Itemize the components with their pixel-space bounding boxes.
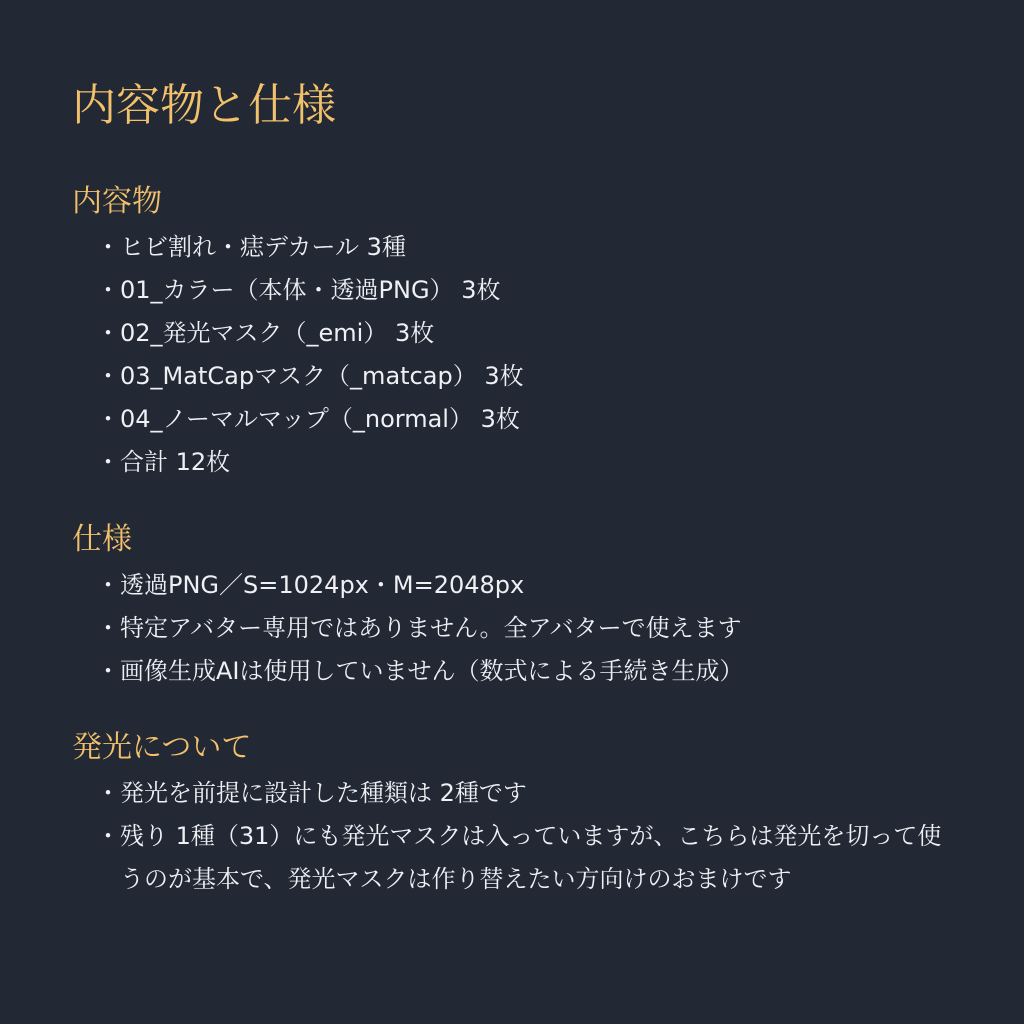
specs-section (72, 520, 972, 693)
list-item (96, 607, 972, 650)
bullet-icon: ・ (96, 614, 120, 642)
bullet-icon: ・ (96, 657, 120, 685)
page-title: 内容物と仕様 (72, 80, 336, 131)
list-item (96, 441, 972, 484)
list-item (96, 226, 972, 269)
bullet-icon: ・ (96, 319, 120, 347)
specs-list (72, 564, 972, 693)
emission-heading: 発光について (72, 730, 252, 765)
bullet-icon: ・ (96, 362, 120, 390)
emission-list (72, 772, 972, 901)
bullet-icon: ・ (96, 233, 120, 261)
list-item-text: 画像生成AIは使用していません（数式による手続き生成） (120, 657, 744, 685)
contents-list (72, 226, 972, 484)
list-item-text: 残り 1種（31）にも発光マスクは入っていますが、こちらは発光を切って使うのが基本で、発光マスクは作り替えたい方向けのおまけです (120, 822, 942, 893)
bullet-icon: ・ (96, 405, 120, 433)
specs-heading: 仕様 (72, 522, 132, 557)
list-item (96, 815, 972, 901)
bullet-icon: ・ (96, 571, 120, 599)
list-item-text: 02_発光マスク（_emi） 3枚 (120, 319, 435, 347)
list-item (96, 312, 972, 355)
bullet-icon: ・ (96, 276, 120, 304)
bullet-icon: ・ (96, 822, 120, 850)
contents-section (72, 182, 972, 484)
list-item (96, 398, 972, 441)
list-item-text: 合計 12枚 (120, 448, 231, 476)
bullet-icon: ・ (96, 779, 120, 807)
list-item (96, 650, 972, 693)
list-item (96, 269, 972, 312)
list-item (96, 355, 972, 398)
list-item-text: 01_カラー（本体・透過PNG） 3枚 (120, 276, 501, 304)
list-item-text: 発光を前提に設計した種類は 2種です (120, 779, 527, 807)
list-item-text: 透過PNG／S=1024px・M=2048px (120, 571, 525, 599)
list-item-text: 04_ノーマルマップ（_normal） 3枚 (120, 405, 520, 433)
emission-section (72, 728, 972, 901)
list-item-text: 03_MatCapマスク（_matcap） 3枚 (120, 362, 524, 390)
bullet-icon: ・ (96, 448, 120, 476)
list-item (96, 564, 972, 607)
contents-heading: 内容物 (72, 184, 162, 219)
list-item (96, 772, 972, 815)
list-item-text: 特定アバター専用ではありません。全アバターで使えます (120, 614, 742, 642)
list-item-text: ヒビ割れ・痣デカール 3種 (120, 233, 406, 261)
